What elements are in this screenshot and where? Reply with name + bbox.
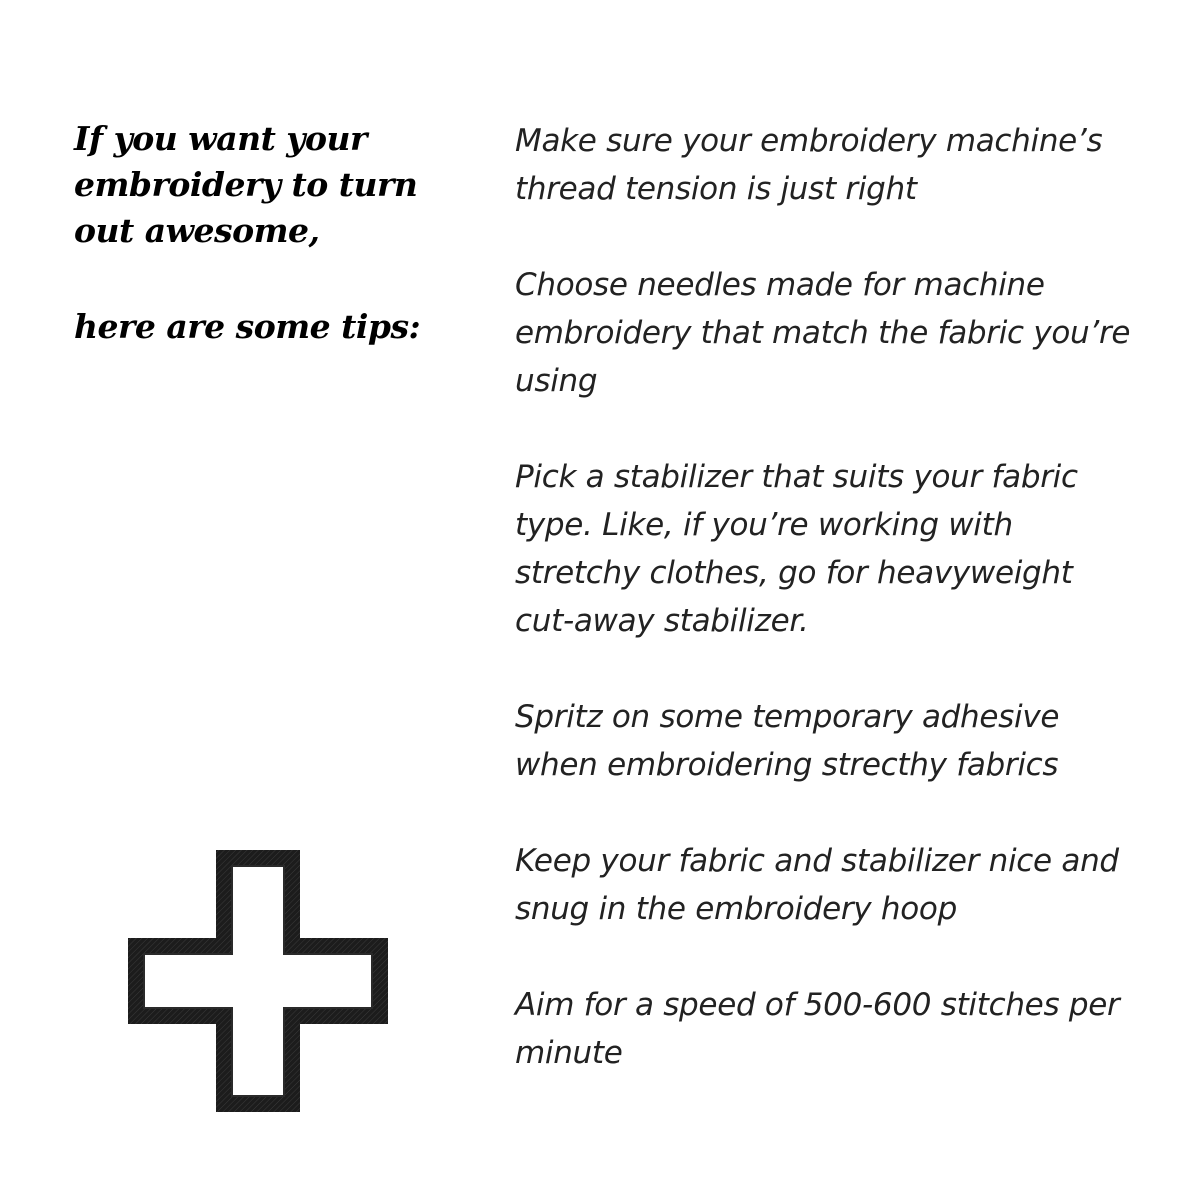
tip-item: Spritz on some temporary adhesive when embroidering strecthy fabrics (515, 699, 1060, 783)
intro-line: If you want your (74, 119, 367, 158)
intro-line: out awesome, (74, 211, 320, 250)
tip-item: Make sure your embroidery machine’s thread tension is just right (515, 123, 1103, 207)
tip-item: Keep your fabric and stabilizer nice and snug in the embroidery hoop (515, 843, 1119, 927)
embroidered-cross-icon (128, 850, 388, 1112)
cross-inner-fill (144, 866, 372, 1096)
intro-spacer (74, 254, 474, 304)
tip-item: Pick a stabilizer that suits your fabric type. Like, if you’re working with stretchy clothes, go for heavyweight cut-away stabilizer. (515, 459, 1078, 639)
tips-list (515, 117, 1135, 1077)
tip-item: Choose needles made for machine embroidery that match the fabric you’re using (515, 267, 1131, 399)
tip-item: Aim for a speed of 500-600 stitches per minute (515, 987, 1120, 1071)
intro-line: embroidery to turn (74, 165, 418, 204)
intro-line: here are some tips: (74, 307, 421, 346)
intro-heading (74, 116, 474, 350)
